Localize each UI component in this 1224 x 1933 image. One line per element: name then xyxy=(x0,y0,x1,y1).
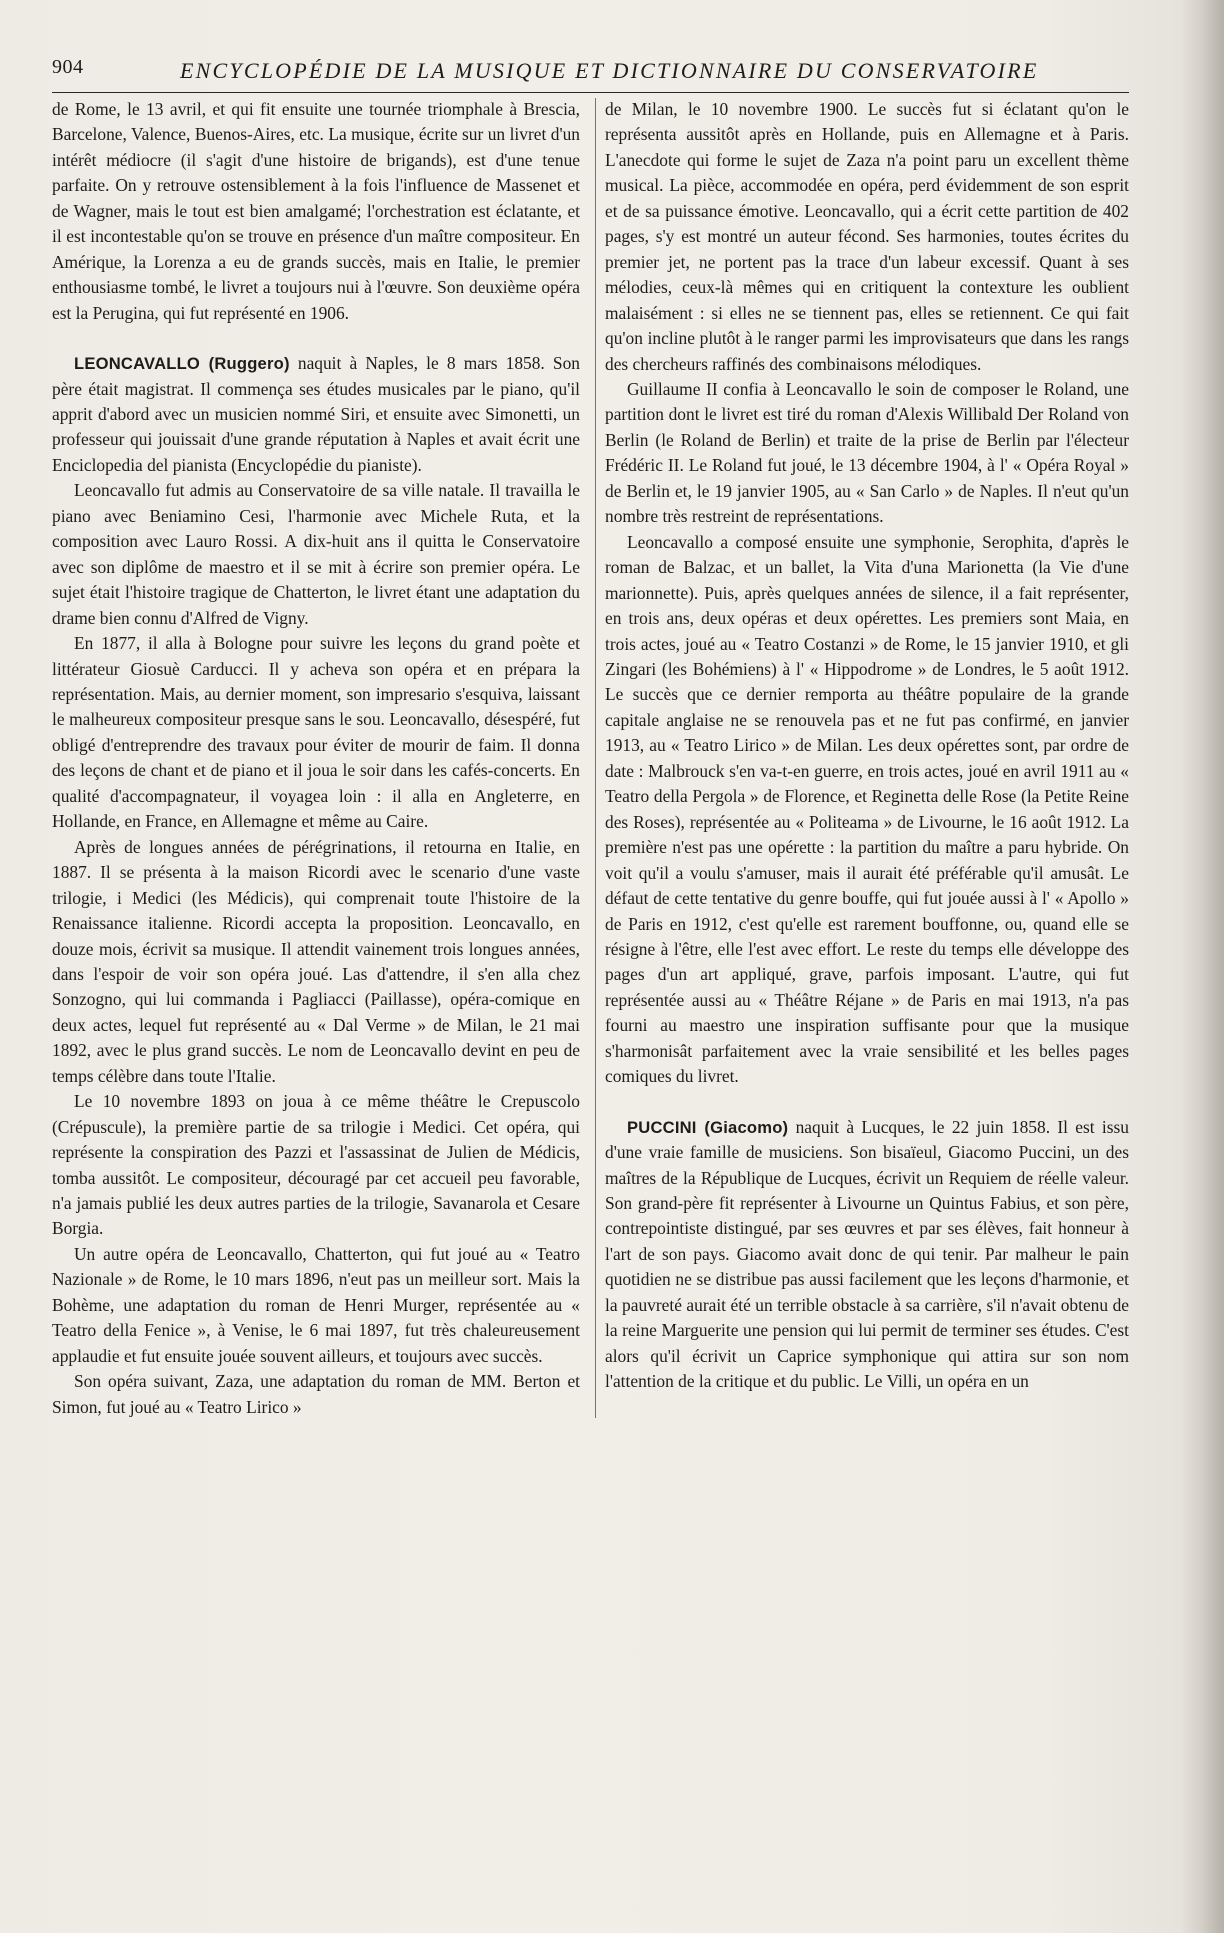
left-column xyxy=(52,97,580,1420)
entry-heading-puccini: PUCCINI (Giacomo) xyxy=(627,1117,789,1137)
paragraph: Son opéra suivant, Zaza, une adaptation du roman de MM. Berton et Simon, fut joué au « Teatro Lirico » xyxy=(52,1371,580,1417)
paragraph: de Rome, le 13 avril, et qui fit ensuite une tournée triomphale à Brescia, Barcelone, Valence, Buenos-Aires, etc. La musique, écrite sur un livret d'un intérêt médiocre (il s'agit d'une histoire de brigands), est d'une tenue parfaite. On y retrouve ostensiblement à la fois l'influence de Massenet et de Wagner, mais le tout est bien amalgamé; l'orchestration est éclatante, et il est incontestable qu'on se trouve en présence d'un maître compositeur. En Amérique, la Lorenza a eu de grands succès, mais en Italie, le premier enthousiasme tombé, le livret a toujours nui à l'œuvre. Son deuxième opéra est la Perugina, qui fut représenté en 1906. xyxy=(52,99,580,323)
paragraph: Guillaume II confia à Leoncavallo le soin de composer le Roland, une partition dont le livret est tiré du roman d'Alexis Willibald Der Roland von Berlin (le Roland de Berlin) et traite de la prise de Berlin par l'électeur Frédéric II. Le Roland fut joué, le 13 décembre 1904, à l' « Opéra Royal » de Berlin et, le 19 janvier 1905, au « San Carlo » de Naples. Il n'eut qu'un nombre très restreint de représentations. xyxy=(605,378,1129,527)
paragraph: de Milan, le 10 novembre 1900. Le succès fut si éclatant qu'on le représenta aussitôt après en Hollande, puis en Allemagne et à Paris. L'anecdote qui forme le sujet de Zaza n'a point paru un excellent thème musical. La pièce, accommodée en opéra, perd évidemment de son esprit et de sa puissance émotive. Leoncavallo, qui a écrit cette partition de 402 pages, s'y est montré un auteur fécond. Ses harmonies, toutes écrites du premier jet, ne portent pas la trace d'un labeur excessif. Quant à ses mélodies, ceux-là mêmes qui en critiquent la contexture les oublient malaisément : si elles ne se tiennent pas, elles se retiennent. Ce qui fait qu'on incline plutôt à le ranger parmi les improvisateurs que dans les rangs des chercheurs raffinés des combinaisons mélodiques. xyxy=(605,99,1129,374)
entry-puccini xyxy=(605,1115,1129,1395)
header-rule xyxy=(52,92,1129,93)
entry-text: naquit à Lucques, le 22 juin 1858. Il est issu d'une vraie famille de musiciens. Son bisaïeul, Giacomo Puccini, un des maîtres de la République de Lucques, écrivit un Requiem de réelle valeur. Son grand-père fit représenter à Livourne un Quintus Fabius, et son père, contrepointiste distingué, par ses œuvres et par ses élèves, fait honneur à l'art de son pays. Giacomo avait donc de qui tenir. Par malheur le pain quotidien ne se distribue pas aussi facilement que les leçons d'harmonie, et la pauvreté aurait été un terrible obstacle à sa carrière, s'il n'avait obtenu de la reine Marguerite une pension qui lui permit de terminer ses études. C'est alors qu'il écrivit un Caprice symphonique qui attira sur son nom l'attention de la critique et du public. Le Villi, un opéra en un xyxy=(605,1116,1129,1392)
page-edge-shadow xyxy=(1180,0,1224,1933)
paragraph: En 1877, il alla à Bologne pour suivre les leçons du grand poète et littérateur Giosuè Carducci. Il y acheva son opéra et en prépara la représentation. Mais, au dernier moment, son impresario s'esquiva, laissant le malheureux compositeur presque sans le sou. Leoncavallo, désespéré, fut obligé d'entreprendre des travaux pour éviter de mourir de faim. Il donna des leçons de chant et de piano et il joua le soir dans les cafés-concerts. En qualité d'accompagnateur, il voyagea loin : il alla en Angleterre, en Hollande, en France, en Allemagne et même au Caire. xyxy=(52,633,580,832)
running-title: ENCYCLOPÉDIE DE LA MUSIQUE ET DICTIONNAIRE DU CONSERVATOIRE xyxy=(180,58,1039,83)
paragraph: Un autre opéra de Leoncavallo, Chatterton, qui fut joué au « Teatro Nazionale » de Rome, le 10 mars 1896, n'eut pas un meilleur sort. Mais la Bohème, une adaptation du roman de Henri Murger, représentée au « Teatro della Fenice », à Venise, le 6 mai 1897, fut très chaleureusement applaudie et fut ensuite jouée souvent ailleurs, et toujours avec succès. xyxy=(52,1243,580,1366)
paragraph: Après de longues années de pérégrinations, il retourna en Italie, en 1887. Il se présenta à la maison Ricordi avec le scenario d'une vaste trilogie, i Medici (les Médicis), qui comprenait toute l'histoire de la Renaissance italienne. Ricordi accepta la proposition. Leoncavallo, en douze mois, écrivit sa musique. Il attendit vainement trois longues années, dans l'espoir de voir son opéra joué. Las d'attendre, il s'en alla chez Sonzogno, qui lui commanda i Pagliacci (Paillasse), opéra-comique en deux actes, lequel fut représenté au « Dal Verme » de Milan, le 21 mai 1892, avec le plus grand succès. Le nom de Leoncavallo devint en peu de temps célèbre dans toute l'Italie. xyxy=(52,836,580,1086)
right-column xyxy=(605,97,1129,1395)
entry-text: naquit à Naples, le 8 mars 1858. Son père était magistrat. Il commença ses études musicales par le piano, qu'il apprit d'abord avec un musicien nommé Siri, et ensuite avec Simonetti, un professeur qui jouissait d'une grande réputation à Naples et avait écrit une Enciclopedia del pianista (Encyclopédie du pianiste). xyxy=(52,353,580,475)
paragraph: Leoncavallo fut admis au Conservatoire de sa ville natale. Il travailla le piano avec Beniamino Cesi, l'harmonie avec Michele Ruta, et la composition avec Lauro Rossi. A dix-huit ans il quitta le Conservatoire avec son diplôme de maestro et il se mit à écrire son premier opéra. Le sujet était l'histoire tragique de Chatterton, le livret étant une adaptation du drame bien connu d'Alfred de Vigny. xyxy=(52,480,580,628)
entry-heading-leoncavallo: LEONCAVALLO (Ruggero) xyxy=(74,354,290,374)
entry-leoncavallo xyxy=(52,351,580,478)
column-divider xyxy=(595,98,596,1418)
paragraph: Leoncavallo a composé ensuite une symphonie, Serophita, d'après le roman de Balzac, et un ballet, la Vita d'una Marionetta (la Vie d'une marionnette). Puis, après quelques années de silence, il a fait représenter, en trois ans, deux opéras et deux opérettes. Les premiers sont Maia, en trois actes, joué au « Teatro Costanzi » de Rome, le 15 janvier 1910, et gli Zingari (les Bohémiens) à l' « Hippodrome » de Londres, le 5 août 1912. Le succès que ce dernier remporta au théâtre populaire de la grande capitale anglaise ne se renouvela pas et ne fut pas confirmé, en janvier 1913, au « Teatro Lirico » de Milan. Les deux opérettes sont, par ordre de date : Malbrouck s'en va-t-en guerre, en trois actes, joué en avril 1911 au « Teatro della Pergola » de Florence, et Reginetta delle Rose (la Petite Reine des Roses), représentée au « Politeama » de Livourne, le 16 août 1912. La première n'est pas une opérette : la partition du maître a paru hybride. On voit qu'il a voulu s'amuser, mais il aurait été préférable qu'il amusât. Le défaut de cette tentative du genre bouffe, qui fut jouée aussi à l' « Apollo » de Paris en 1912, c'est qu'elle est rarement bouffonne, ou, quand elle se résigne à l'être, elle l'est avec effort. Le reste du temps elle développe des pages d'un art appliqué, grave, parfois imposant. L'autre, qui fut représentée aussi au « Théâtre Réjane » de Paris en mai 1913, n'a pas fourni au maestro une inspiration suffisante pour que la musique s'harmonisât parfaitement avec la vraie sensibilité et les belles pages comiques du livret. xyxy=(605,531,1129,1087)
page-number: 904 xyxy=(52,56,84,78)
paragraph: Le 10 novembre 1893 on joua à ce même théâtre le Crepuscolo (Crépuscule), la première partie de sa trilogie i Medici. Cet opéra, qui représente la conspiration des Pazzi et l'assassinat de Julien de Médicis, tomba aussitôt. Le compositeur, découragé par cet accueil peu favorable, n'a jamais publié les deux autres parties de la trilogie, Savanarola et Cesare Borgia. xyxy=(52,1091,580,1239)
